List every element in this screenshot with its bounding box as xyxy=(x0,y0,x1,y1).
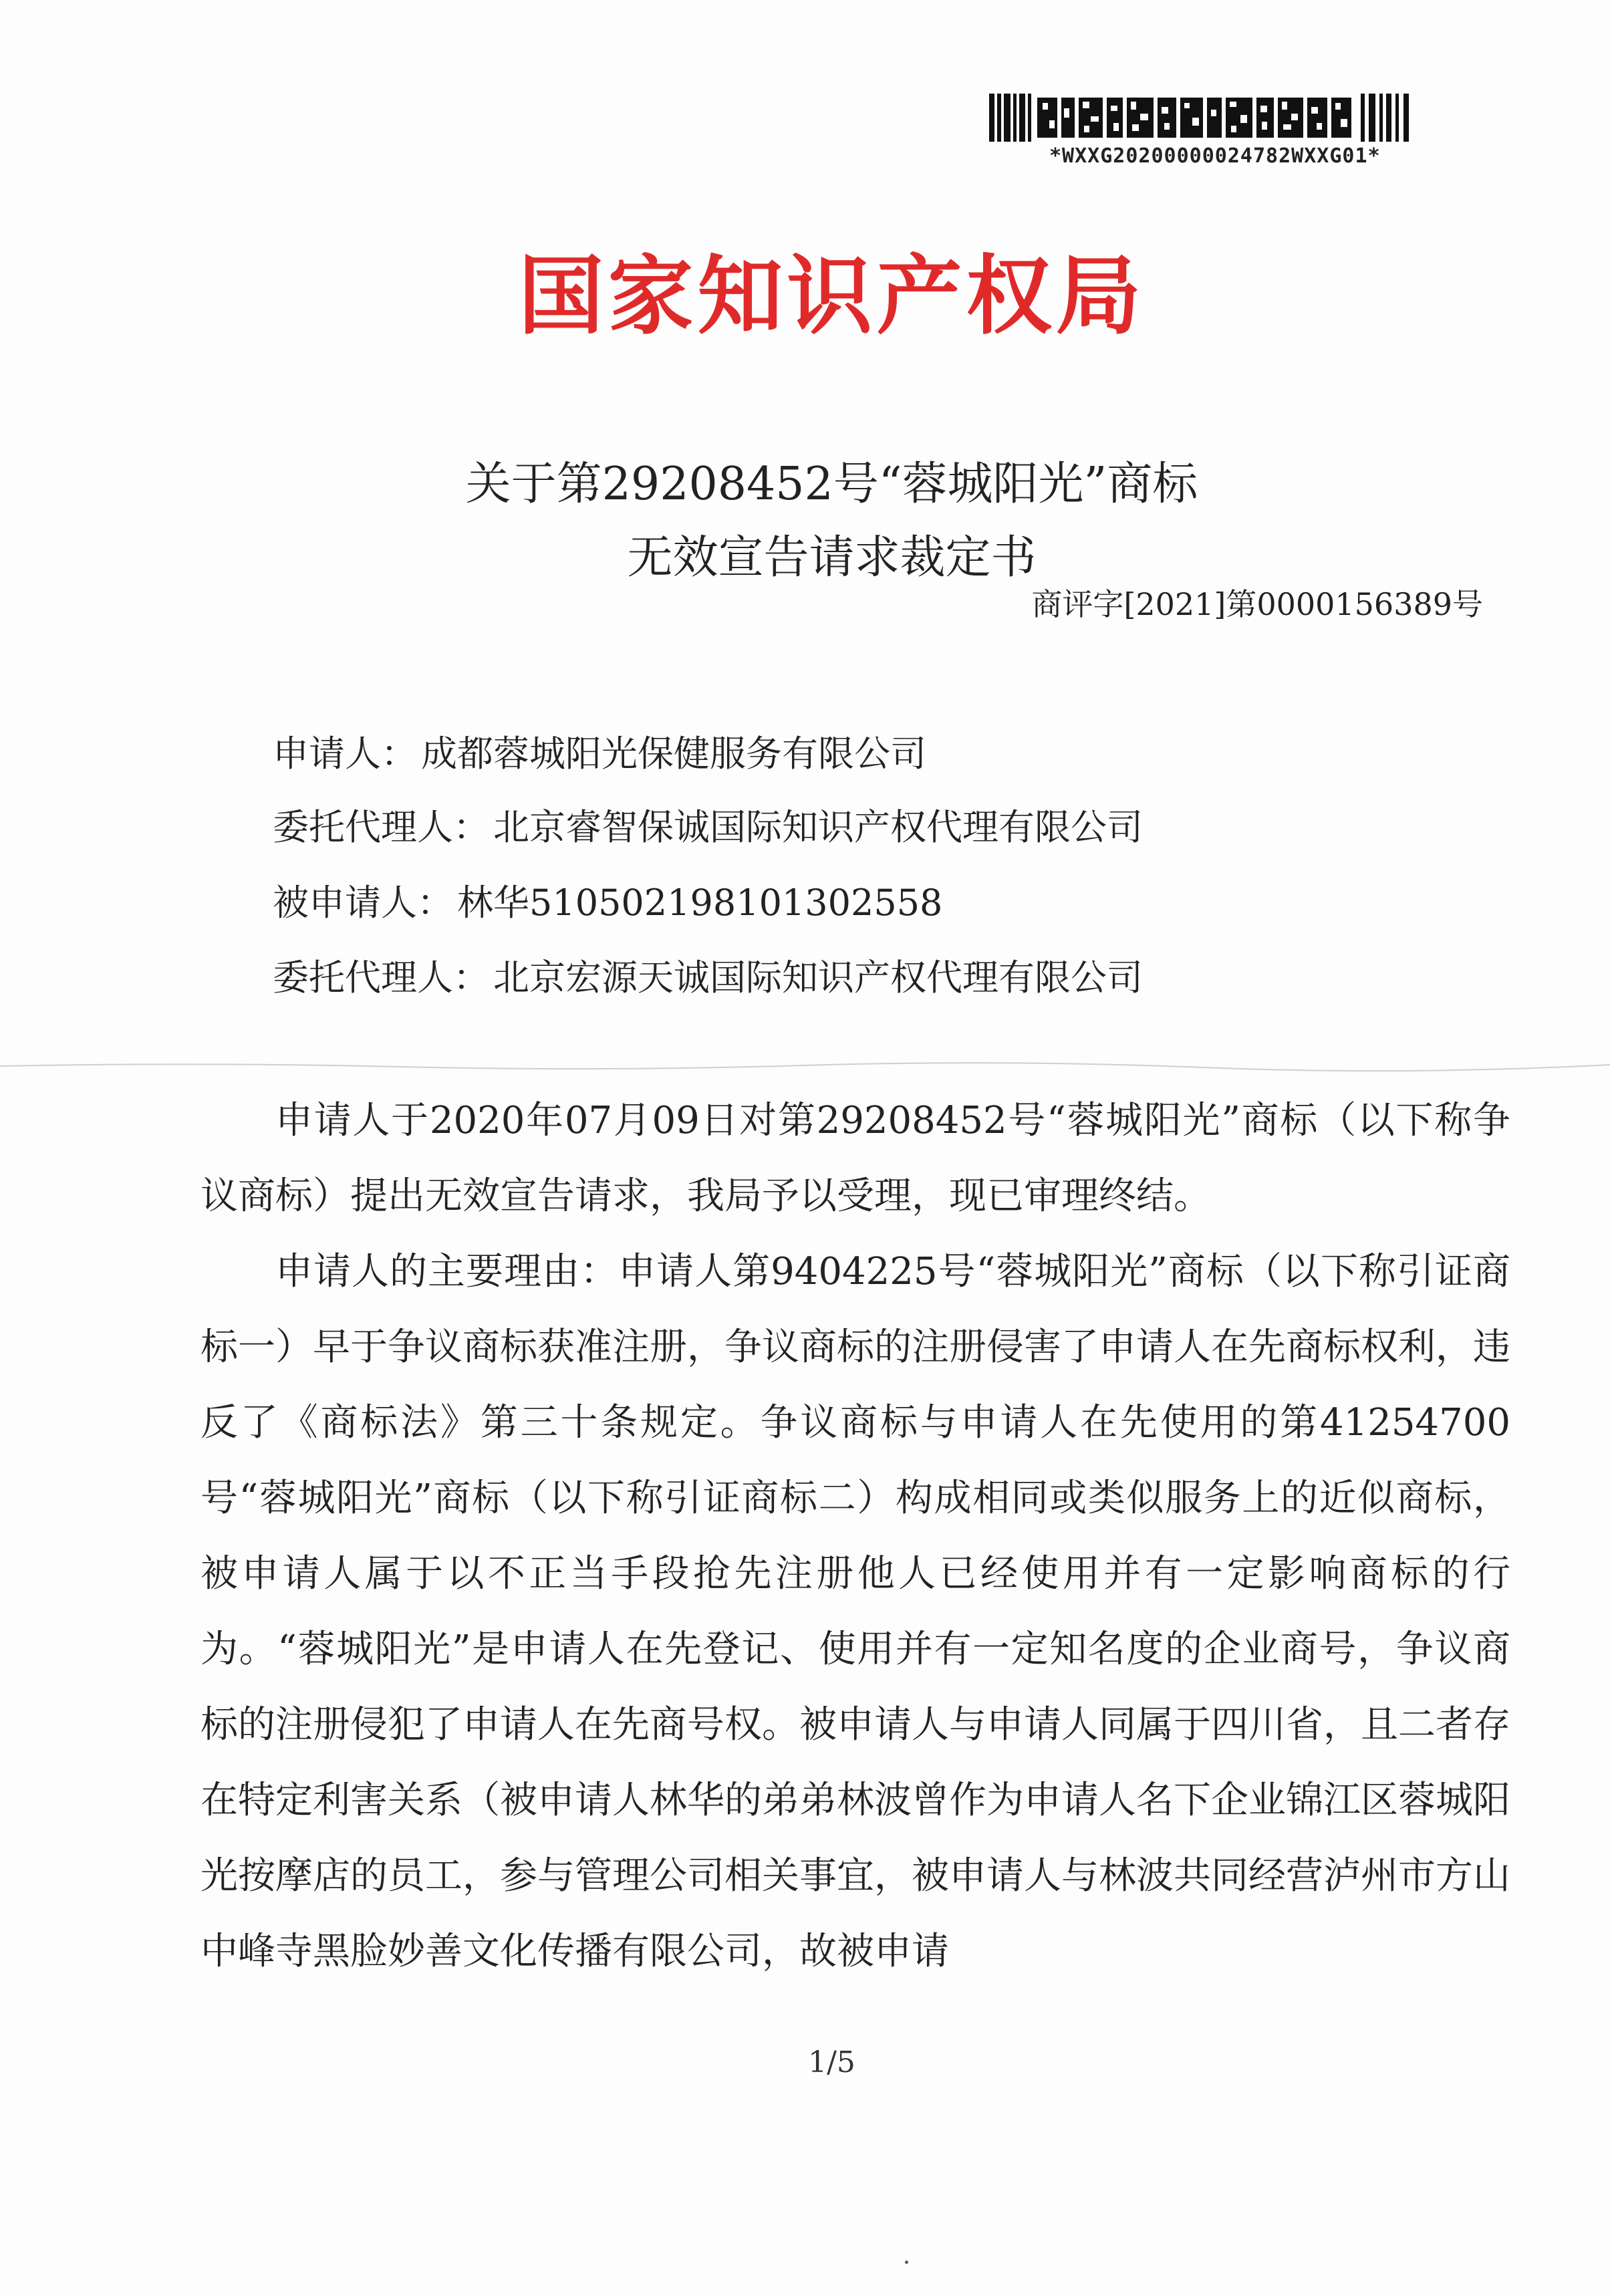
document-title-line-1: 关于第29208452号“蓉城阳光”商标 xyxy=(465,458,1198,511)
party-label: 委托代理人： xyxy=(273,956,489,999)
party-label: 申请人： xyxy=(273,733,417,775)
page-fold-crease xyxy=(0,1059,1610,1073)
party-value: 北京宏源天诚国际知识产权代理有限公司 xyxy=(493,956,1143,999)
party-respondent-agent xyxy=(273,949,1143,1001)
barcode-icon xyxy=(989,94,1417,142)
ruling-body xyxy=(200,1083,1510,1989)
office-name-heading: 国家知识产权局 xyxy=(518,247,1146,346)
party-value: 成都蓉城阳光保健服务有限公司 xyxy=(421,733,926,775)
party-applicant xyxy=(273,725,926,777)
party-respondent xyxy=(273,874,942,926)
barcode-block xyxy=(989,94,1444,167)
page-number: 1/5 xyxy=(808,2045,855,2079)
scan-speck xyxy=(905,2261,908,2264)
body-paragraph: 申请人于2020年07月09日对第29208452号“蓉城阳光”商标（以下称争议商标）提出无效宣告请求，我局予以受理，现已审理终结。 xyxy=(200,1099,1510,1218)
party-label: 委托代理人： xyxy=(273,806,489,848)
party-value: 北京睿智保诚国际知识产权代理有限公司 xyxy=(493,806,1143,848)
party-applicant-agent xyxy=(273,799,1143,850)
body-paragraph: 申请人的主要理由：申请人第9404225号“蓉城阳光”商标（以下称引证商标一）早于争议商标获准注册，争议商标的注册侵害了申请人在先商标权利，违反了《商标法》第三十条规定。争议商标与申请人在先使用的第41254700号“蓉城阳光”商标（以下称引证商标二）构成相同或类似服务上的近似商标，被申请人属于以不正当手段抢先注册他人已经使用并有一定影响商标的行为。“蓉城阳光”是申请人在先登记、使用并有一定知名度的企业商号，争议商标的注册侵犯了申请人在先商号权。被申请人与申请人同属于四川省，且二者存在特定利害关系（被申请人林华的弟弟林波曾作为申请人名下企业锦江区蓉城阳光按摩店的员工，参与管理公司相关事宜，被申请人与林波共同经营泸州市方山中峰寺黑脸妙善文化传播有限公司，故被申请 xyxy=(200,1250,1510,1973)
barcode-code-text: *WXXG20200000024782WXXG01* xyxy=(1049,144,1381,168)
party-value: 林华510502198101302558 xyxy=(457,882,943,924)
party-label: 被申请人： xyxy=(273,882,453,924)
document-title-line-2: 无效宣告请求裁定书 xyxy=(627,531,1037,584)
document-number: 商评字[2021]第0000156389号 xyxy=(1031,586,1483,622)
